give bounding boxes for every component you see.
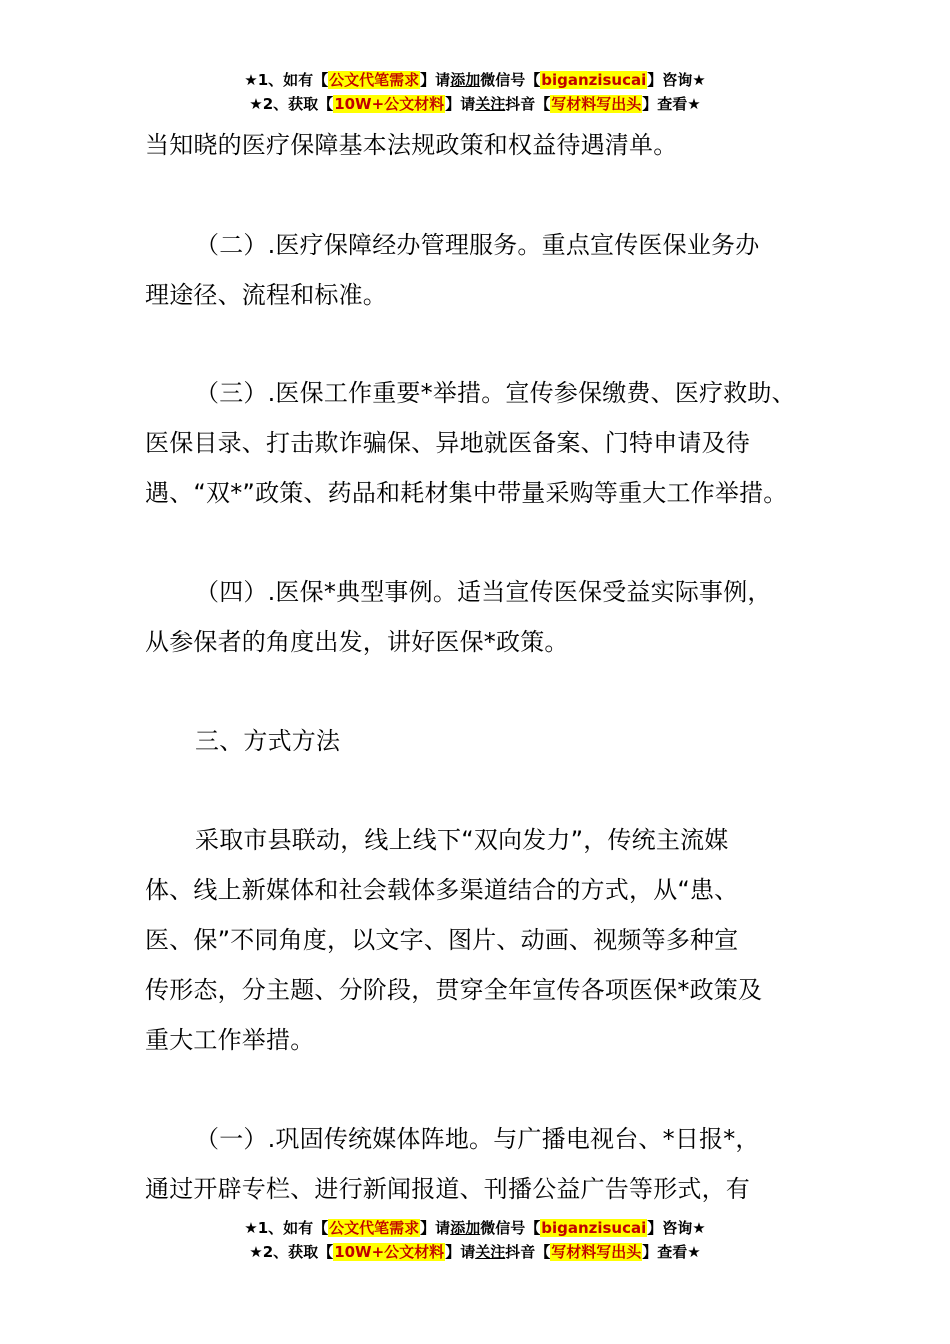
highlight-wechat-id: biganzisucai xyxy=(541,1219,647,1237)
banner-text: ★1、如有【 xyxy=(244,71,329,89)
text-line: （四）.医保*典型事例。适当宣传医保受益实际事例， xyxy=(195,578,772,606)
text-line: （一）.巩固传统媒体阵地。与广播电视台、*日报*， xyxy=(195,1125,760,1153)
underlined-add: 添加 xyxy=(450,71,481,89)
banner-text: 】咨询★ xyxy=(647,1219,706,1237)
text-line: 通过开辟专栏、进行新闻报道、刊播公益广告等形式，有 xyxy=(145,1175,750,1203)
paragraph-subsection-1 xyxy=(145,1114,825,1214)
text-line: 遇、“双*”政策、药品和耗材集中带量采购等重大工作举措。 xyxy=(145,479,788,507)
text-line: 医、保”不同角度，以文字、图片、动画、视频等多种宣 xyxy=(145,926,739,954)
text-line: 理途径、流程和标准。 xyxy=(145,281,387,309)
banner-text: 抖音【 xyxy=(505,95,551,113)
banner-line-2 xyxy=(0,92,950,116)
text-line: 医保目录、打击欺诈骗保、异地就医备案、门特申请及待 xyxy=(145,429,750,457)
paragraph-methods xyxy=(145,815,825,1065)
highlight-materials: 10W+公文材料 xyxy=(334,1243,445,1261)
banner-line-1 xyxy=(0,1216,950,1240)
highlight-douyin-account: 写材料写出头 xyxy=(551,1243,642,1261)
banner-text: 】请 xyxy=(420,71,451,89)
banner-line-2 xyxy=(0,1240,950,1264)
text-line: （三）.医保工作重要*举措。宣传参保缴费、医疗救助、 xyxy=(195,379,796,407)
banner-text: ★1、如有【 xyxy=(244,1219,329,1237)
banner-text: 抖音【 xyxy=(505,1243,551,1261)
banner-text: 】请 xyxy=(445,1243,476,1261)
banner-text: ★2、获取【 xyxy=(249,95,334,113)
paragraph-continuation xyxy=(145,120,825,170)
highlight-douyin-account: 写材料写出头 xyxy=(551,95,642,113)
highlight-materials: 10W+公文材料 xyxy=(334,95,445,113)
paragraph-section-3 xyxy=(145,368,825,518)
underlined-add: 添加 xyxy=(450,1219,481,1237)
banner-text: 】查看★ xyxy=(642,95,701,113)
heading-methods xyxy=(145,716,825,766)
banner-text: 微信号【 xyxy=(480,71,541,89)
highlight-ghostwriting: 公文代笔需求 xyxy=(329,71,420,89)
paragraph-section-4 xyxy=(145,567,825,667)
highlight-wechat-id: biganzisucai xyxy=(541,71,647,89)
banner-text: 】请 xyxy=(420,1219,451,1237)
text-line: 体、线上新媒体和社会载体多渠道结合的方式，从“患、 xyxy=(145,876,739,904)
bottom-banner xyxy=(0,1216,950,1264)
banner-text: 】查看★ xyxy=(642,1243,701,1261)
text-line: 重大工作举措。 xyxy=(145,1026,315,1054)
underlined-follow: 关注 xyxy=(475,95,506,113)
text-line: 从参保者的角度出发，讲好医保*政策。 xyxy=(145,628,569,656)
banner-text: ★2、获取【 xyxy=(249,1243,334,1261)
paragraph-section-2 xyxy=(145,220,825,320)
text-line: 采取市县联动，线上线下“双向发力”，传统主流媒 xyxy=(195,826,729,854)
banner-text: 】请 xyxy=(445,95,476,113)
banner-text: 】咨询★ xyxy=(647,71,706,89)
highlight-ghostwriting: 公文代笔需求 xyxy=(329,1219,420,1237)
text-line: 当知晓的医疗保障基本法规政策和权益待遇清单。 xyxy=(145,131,678,159)
text-line: （二）.医疗保障经办管理服务。重点宣传医保业务办 xyxy=(195,231,760,259)
text-line: 传形态，分主题、分阶段，贯穿全年宣传各项医保*政策及 xyxy=(145,976,763,1004)
top-banner xyxy=(0,68,950,116)
banner-line-1 xyxy=(0,68,950,92)
banner-text: 微信号【 xyxy=(480,1219,541,1237)
underlined-follow: 关注 xyxy=(475,1243,506,1261)
section-heading: 三、方式方法 xyxy=(195,727,341,755)
